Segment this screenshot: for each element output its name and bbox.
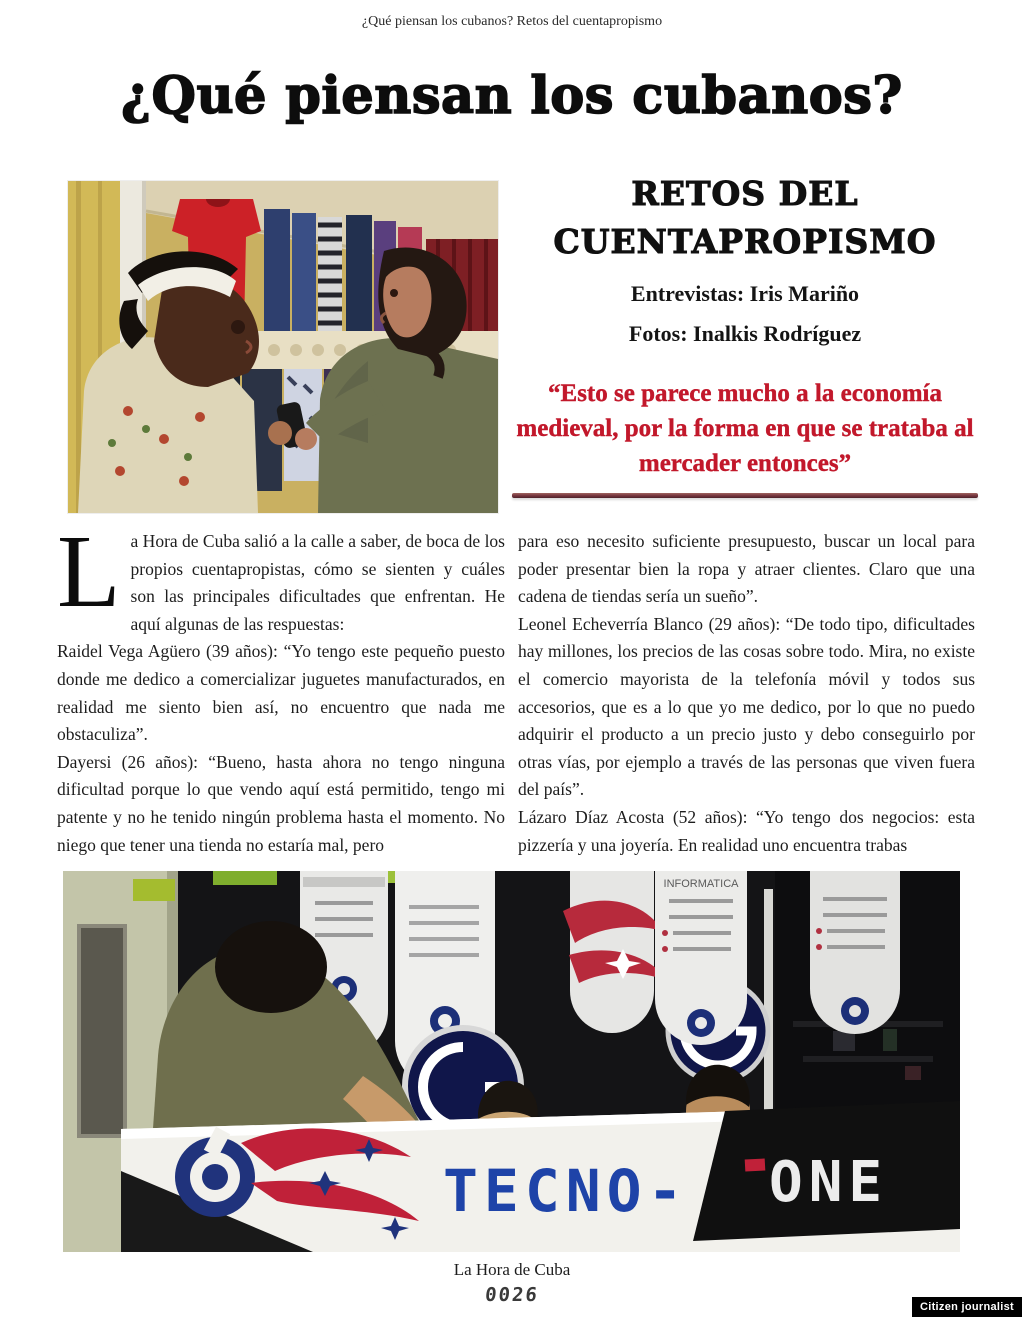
paragraph-dayersi: Dayersi (26 años): “Bueno, hasta ahora no tengo ninguna dificultad porque lo que vendo aquí está permitido, tengo mi patente y no he tenido ningún problema hasta el momento. No niego que tener una tienda no estaría mal, pero — [57, 751, 505, 855]
citizen-journalist-badge: Citizen journalist — [912, 1297, 1022, 1317]
kicker-line-1: RETOS DEL — [631, 174, 859, 213]
store-photo — [63, 871, 960, 1252]
article-body — [57, 514, 975, 859]
paragraph-leonel: Leonel Echeverría Blanco (29 años): “De todo tipo, dificultades hay millones, los precios de las cosas sobre todo. Mira, no existe el comercio mayorista de la telefonía móvil y todos sus accesorios, que es a lo que yo me dedico, por lo que no puedo adquirir el producto a un precio justo y debo conseguirlo por otras vías, por ejemplo a través de las personas que viven fuera del país”. — [518, 613, 975, 800]
pull-quote: “Esto se parece mucho a la economía medieval, por la forma en que se trataba al mercader entonces” — [516, 380, 974, 477]
paragraph-raidel: Raidel Vega Agüero (39 años): “Yo tengo este pequeño puesto donde me dedico a comercializar juguetes manufacturados, en realidad me siento bien así, no encuentro que nada me obstaculiza”. — [57, 641, 505, 745]
headline-block — [512, 170, 978, 498]
kicker-line-2: CUENTAPROPISMO — [553, 222, 937, 261]
paragraph-lazaro: Lázaro Díaz Acosta (52 años): “Yo tengo dos negocios: esta pizzería y una joyería. En realidad uno encuentra trabas — [518, 806, 975, 855]
footer-publication: La Hora de Cuba — [453, 1260, 571, 1279]
brand-text-tecno: TECNO- — [443, 1157, 689, 1225]
interview-photo — [67, 180, 499, 514]
running-head: ¿Qué piensan los cubanos? Retos del cuentapropismo — [361, 14, 663, 29]
paragraph-continuation: para eso necesito suficiente presupuesto, buscar un local para poder presentar bien la ropa y atraer clientes. Claro que una cadena de tiendas sería un sueño”. — [518, 531, 975, 607]
informatica-sign: INFORMATICA — [663, 878, 739, 890]
column-left — [57, 514, 505, 859]
paragraph-lead — [57, 514, 505, 638]
page-number: 0026 — [483, 1284, 541, 1306]
brand-text-one: ONE — [769, 1150, 889, 1215]
byline-photos: Fotos: Inalkis Rodríguez — [628, 321, 862, 346]
quote-rule — [512, 493, 978, 498]
dropcap: L — [57, 514, 121, 629]
byline-interviews: Entrevistas: Iris Mariño — [630, 281, 860, 306]
column-right — [518, 528, 975, 859]
paragraph-lead-text: a Hora de Cuba salió a la calle a saber, de boca de los propios cuentapropistas, cómo se sienten y cuáles son las principales dificultades que enfrentan. He aquí algunas de las respuestas: — [130, 531, 505, 634]
page-title: ¿Qué piensan los cubanos? — [121, 66, 903, 126]
